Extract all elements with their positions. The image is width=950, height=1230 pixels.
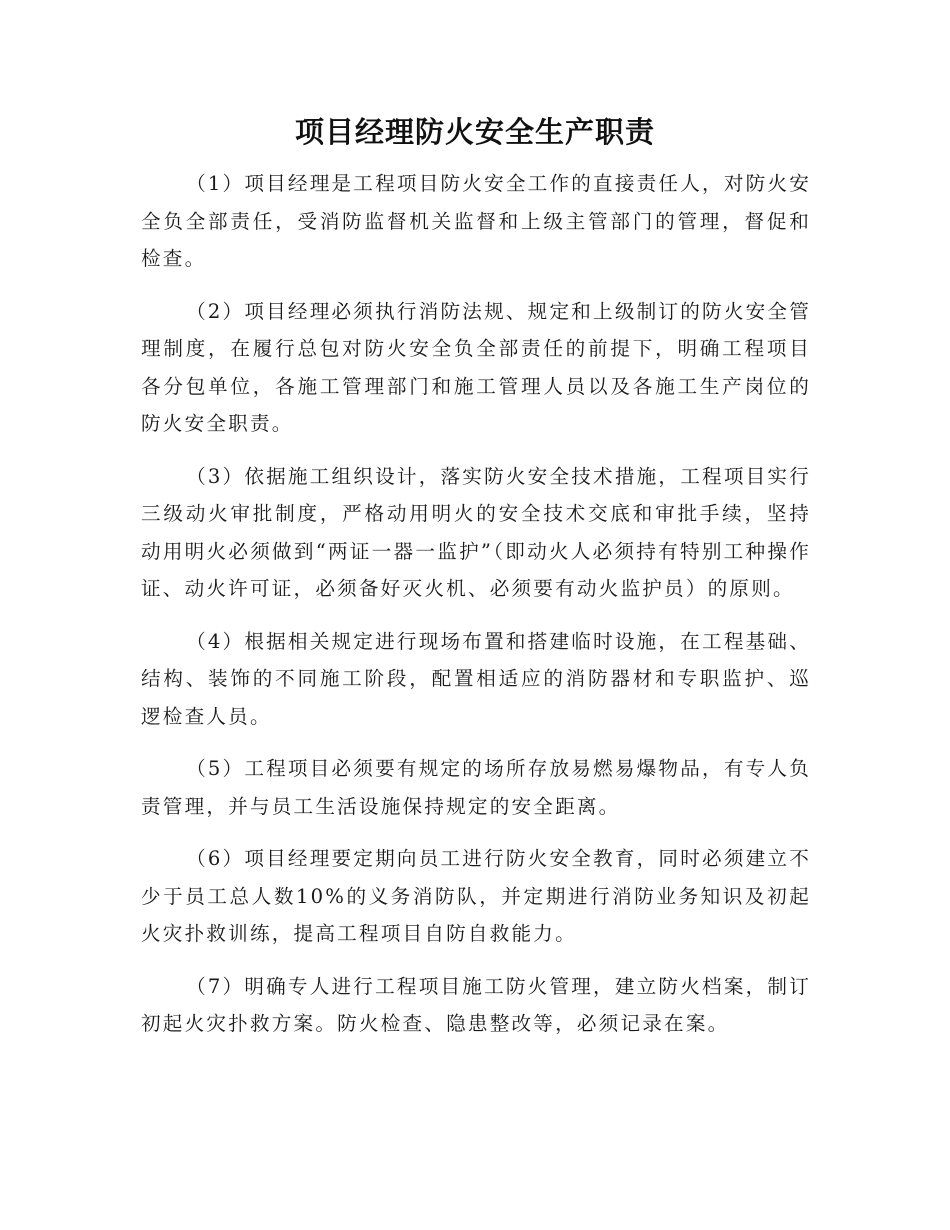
paragraph-5: （5）工程项目必须要有规定的场所存放易燃易爆物品，有专人负责管理，并与员工生活设施保持规定的安全距离。	[141, 757, 811, 818]
paragraph-2: （2）项目经理必须执行消防法规、规定和上级制订的防火安全管理制度，在履行总包对防火安全负全部责任的前提下，明确工程项目各分包单位，各施工管理部门和施工管理人员以及各施工生产岗位的防火安全职责。	[141, 299, 811, 435]
paragraph-6: （6）项目经理要定期向员工进行防火安全教育，同时必须建立不少于员工总人数10%的义务消防队，并定期进行消防业务知识及初起火灾扑救训练，提高工程项目自防自救能力。	[141, 847, 811, 945]
paragraph-1: （1）项目经理是工程项目防火安全工作的直接责任人，对防火安全负全部责任，受消防监督机关监督和上级主管部门的管理，督促和检查。	[141, 172, 811, 270]
paragraph-3: （3）依据施工组织设计，落实防火安全技术措施，工程项目实行三级动火审批制度，严格动用明火的安全技术交底和审批手续，坚持动用明火必须做到“两证一器一监护”（即动火人必须持有特别工种操作证、动火许可证，必须备好灭火机、必须要有动火监护员）的原则。	[141, 464, 811, 600]
document-title: 项目经理防火安全生产职责	[294, 115, 655, 149]
paragraph-4: （4）根据相关规定进行现场布置和搭建临时设施，在工程基础、结构、装饰的不同施工阶段，配置相适应的消防器材和专职监护、巡逻检查人员。	[141, 629, 811, 728]
paragraph-7: （7）明确专人进行工程项目施工防火管理，建立防火档案，制订初起火灾扑救方案。防火检查、隐患整改等，必须记录在案。	[141, 974, 811, 1035]
document-body	[141, 165, 811, 1058]
